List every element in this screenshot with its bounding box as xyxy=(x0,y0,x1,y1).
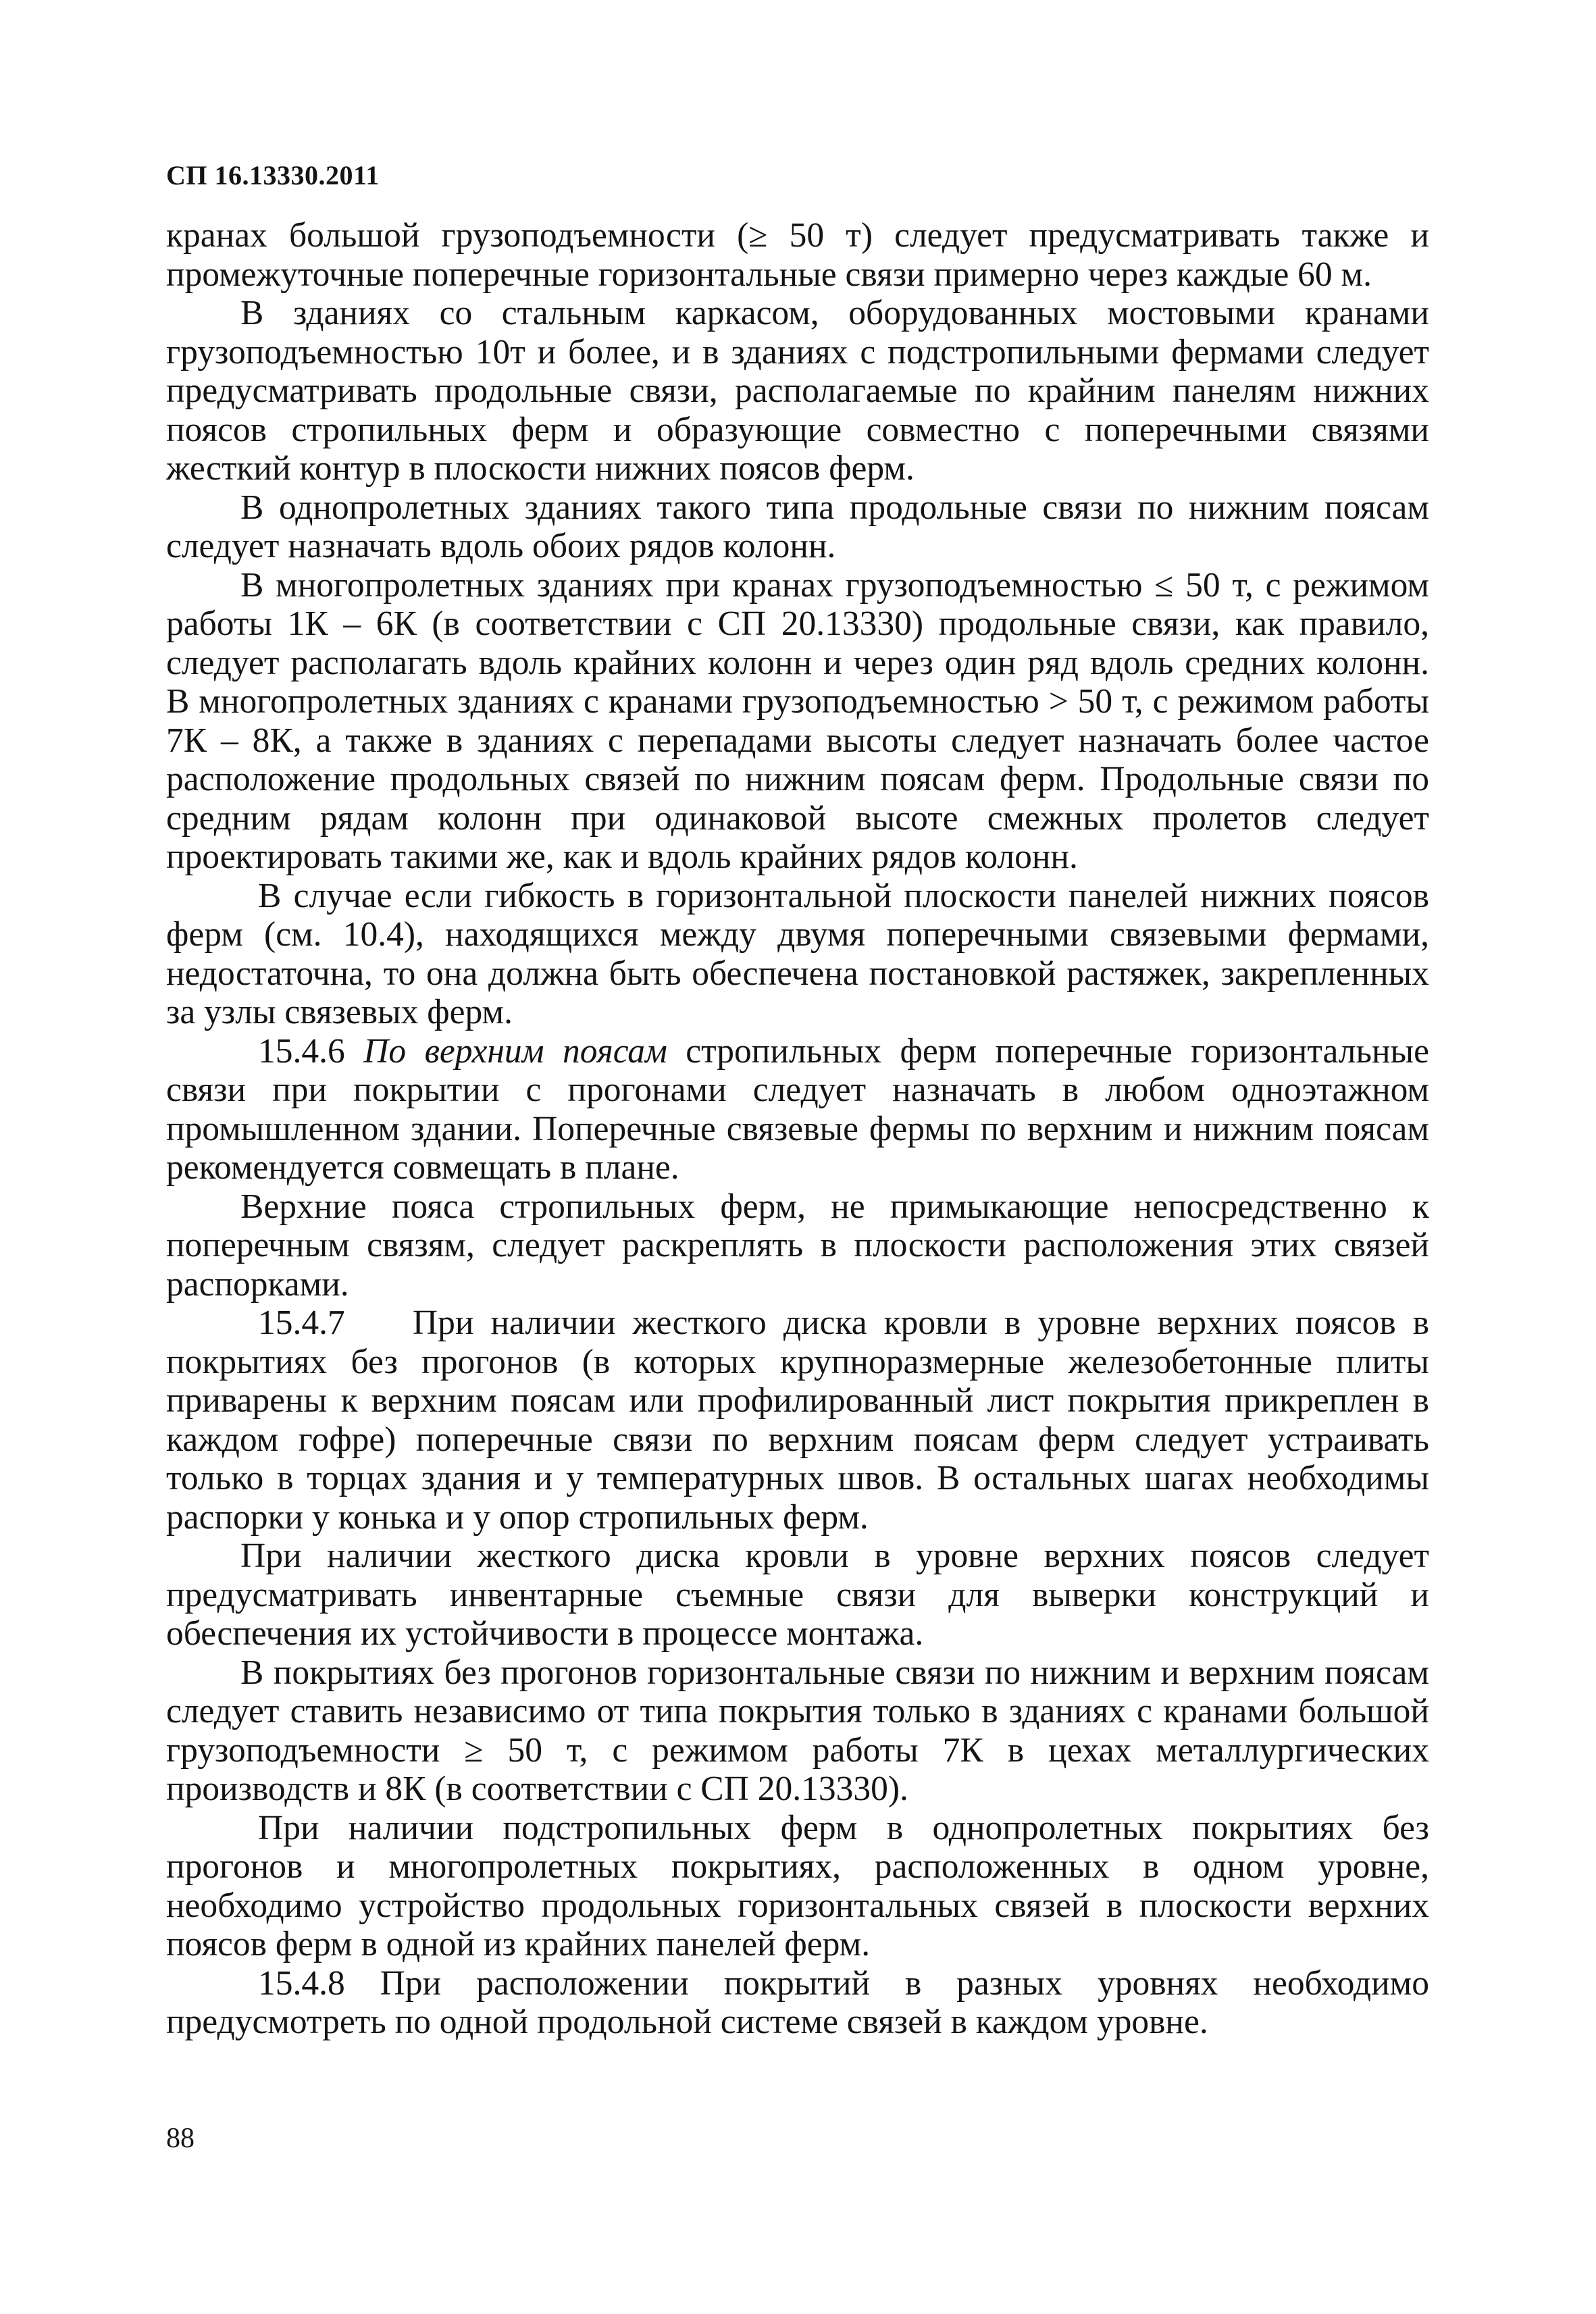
paragraph-sub-rafter-trusses: При наличии подстропильных ферм в однопролетных покрытиях без прогонов и многопролетных покрытиях, расположенных в одном уровне, необходимо устройство продольных горизонтальных связей в плоскости верхних поясов ферм в одной из крайних панелей ферм. xyxy=(166,1808,1429,1963)
paragraph-single-span: В однопролетных зданиях такого типа продольные связи по нижним поясам следует назначать вдоль обоих рядов колонн. xyxy=(166,488,1429,565)
paragraph-longitudinal-bracing: В зданиях со стальным каркасом, оборудованных мостовыми кранами грузоподъемностью 10т и более, и в зданиях с подстропильными фермами следует предусматривать продольные связи, располагаемые по крайним панелям нижних поясов стропильных ферм и образующие совместно с поперечными связями жесткий контур в плоскости нижних поясов ферм. xyxy=(166,294,1429,488)
paragraph-continuation: кранах большой грузоподъемности (≥ 50 т) следует предусматривать также и промежуточные поперечные горизонтальные связи примерно через каждые 60 м. xyxy=(166,216,1429,294)
clause-number: 15.4.7 xyxy=(258,1304,345,1342)
paragraph-purlinless-coverings: В покрытиях без прогонов горизонтальные связи по нижним и верхним поясам следует ставить независимо от типа покрытия только в зданиях с кранами большой грузоподъемности ≥ 50 т, с режимом работы 7К в цехах металлургических производств и 8К (в соответствии с СП 20.13330). xyxy=(166,1653,1429,1808)
document-body xyxy=(166,216,1429,2042)
clause-number: 15.4.8 xyxy=(258,1963,345,2003)
clause-number: 15.4.6 xyxy=(258,1031,345,1071)
paragraph-top-chords: Верхние пояса стропильных ферм, не примыкающие непосредственно к поперечным связям, следует раскреплять в плоскости расположения этих связей распорками. xyxy=(166,1187,1429,1304)
page-number: 88 xyxy=(166,2123,195,2154)
paragraph-clause-15-4-6 xyxy=(166,1032,1429,1187)
paragraph-removable-bracing: При наличии жесткого диска кровли в уровне верхних поясов следует предусматривать инвентарные съемные связи для выверки конструкций и обеспечения их устойчивости в процессе монтажа. xyxy=(166,1537,1429,1653)
paragraph-clause-15-4-7 xyxy=(166,1304,1429,1537)
clause-text: При расположении покрытий в разных уровнях необходимо предусмотреть по одной продольной системе связей в каждом уровне. xyxy=(166,1963,1429,2041)
clause-text: При наличии жесткого диска кровли в уровне верхних поясов в покрытиях без прогонов (в которых крупноразмерные железобетонные плиты приварены к верхним поясам или профилированный лист покрытия прикреплен в каждом гофре) поперечные связи по верхним поясам ферм следует устраивать только в торцах здания и у температурных швов. В остальных шагах необходимы распорки у конька и у опор стропильных ферм. xyxy=(166,1304,1429,1537)
paragraph-clause-15-4-8 xyxy=(166,1964,1429,2042)
clause-italic-heading: По верхним поясам xyxy=(363,1031,667,1071)
paragraph-slenderness: В случае если гибкость в горизонтальной плоскости панелей нижних поясов ферм (см. 10.4), находящихся между двумя поперечными связевыми фермами, недостаточна, то она должна быть обеспечена постановкой растяжек, закрепленных за узлы связевых ферм. xyxy=(166,876,1429,1031)
clause-text: стропильных ферм поперечные горизонтальные связи при покрытии с прогонами следует назначать в любом одноэтажном промышленном здании. Поперечные связевые фермы по верхним и нижним поясам рекомендуется совмещать в плане. xyxy=(166,1031,1429,1187)
document-code-header: СП 16.13330.2011 xyxy=(166,160,380,190)
paragraph-multi-span: В многопролетных зданиях при кранах грузоподъемностью ≤ 50 т, с режимом работы 1К – 6К (в соответствии с СП 20.13330) продольные связи, как правило, следует располагать вдоль крайних колонн и через один ряд вдоль средних колонн. В многопролетных зданиях с кранами грузоподъемностью > 50 т, с режимом работы 7К – 8К, а также в зданиях с перепадами высоты следует назначать более частое расположение продольных связей по нижним поясам ферм. Продольные связи по средним рядам колонн при одинаковой высоте смежных пролетов следует проектировать такими же, как и вдоль крайних рядов колонн. xyxy=(166,565,1429,876)
